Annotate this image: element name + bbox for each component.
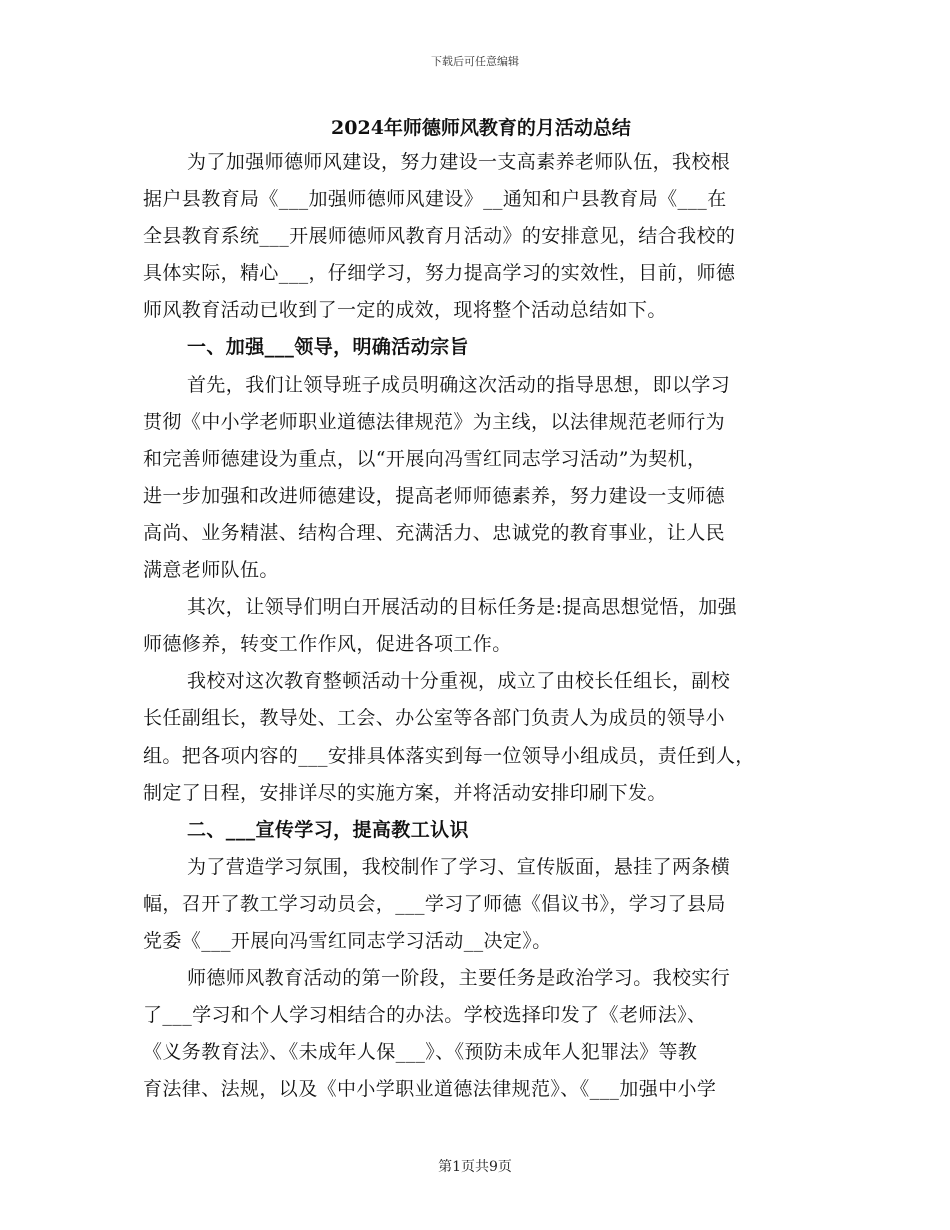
text-line: 师德师风教育活动的第一阶段，主要任务是政治学习。我校实行	[187, 967, 731, 990]
section-heading-1: 一、加强___领导，明确活动宗旨	[187, 336, 469, 359]
text-line: 全县教育系统___开展师德师风教育月活动》的安排意见，结合我校的	[143, 225, 736, 248]
text-line: 为了营造学习氛围，我校制作了学习、宣传版面，悬挂了两条横	[187, 855, 731, 878]
page-number: 第1页共9页	[438, 1159, 512, 1175]
section-heading-2: 二、___宣传学习，提高教工认识	[187, 818, 469, 841]
text-line: 其次，让领导们明白开展活动的目标任务是:提高思想觉悟，加强	[187, 596, 738, 619]
text-line: 为了加强师德师风建设，努力建设一支高素养老师队伍，我校根	[187, 151, 731, 173]
text-line: 满意老师队伍。	[143, 559, 279, 582]
text-line: 组。把各项内容的___安排具体落实到每一位领导小组成员，责任到人，	[143, 744, 755, 767]
text-line: 具体实际，精心___，仔细学习，努力提高学习的实效性，目前，师德	[143, 262, 736, 285]
text-line: 我校对这次教育整顿活动十分重视，成立了由校长任组长，副校	[187, 670, 731, 693]
text-line: 育法律、法规，以及《中小学职业道德法律规范》、《___加强中小学	[143, 1078, 717, 1101]
text-line: 《义务教育法》、《未成年人保___》、《预防未成年人犯罪法》等教	[143, 1041, 698, 1064]
text-line: 师德修养，转变工作作风，促进各项工作。	[143, 633, 512, 656]
text-line: 和完善师德建设为重点，以“开展向冯雪红同志学习活动”为契机，	[143, 447, 707, 470]
text-line: 贯彻《中小学老师职业道德法律规范》为主线，以法律规范老师行为	[143, 410, 726, 433]
text-line: 党委《___开展向冯雪红同志学习活动__决定》。	[143, 929, 552, 952]
text-line: 幅，召开了教工学习动员会，___学习了师德《倡议书》，学习了县局	[143, 892, 726, 915]
header-note: 下载后可任意编辑	[431, 55, 519, 68]
text-line: 制定了日程，安排详尽的实施方案，并将活动安排印刷下发。	[143, 781, 667, 804]
text-line: 进一步加强和改进师德建设，提高老师师德素养，努力建设一支师德	[143, 484, 726, 507]
text-line: 首先，我们让领导班子成员明确这次活动的指导思想，即以学习	[187, 373, 731, 396]
text-line: 师风教育活动已收到了一定的成效，现将整个活动总结如下。	[143, 299, 667, 322]
document-body	[143, 112, 819, 1108]
text-line: 高尚、业务精湛、结构合理、充满活力、忠诚党的教育事业，让人民	[143, 521, 726, 544]
text-line: 了___学习和个人学习相结合的办法。学校选择印发了《老师法》、	[143, 1004, 707, 1027]
text-line: 长任副组长，教导处、工会、办公室等各部门负责人为成员的领导小	[143, 707, 726, 730]
document-title: 2024年师德师风教育的月活动总结	[331, 117, 631, 139]
text-line: 据户县教育局《___加强师德师风建设》__通知和户县教育局《___在	[143, 188, 727, 211]
